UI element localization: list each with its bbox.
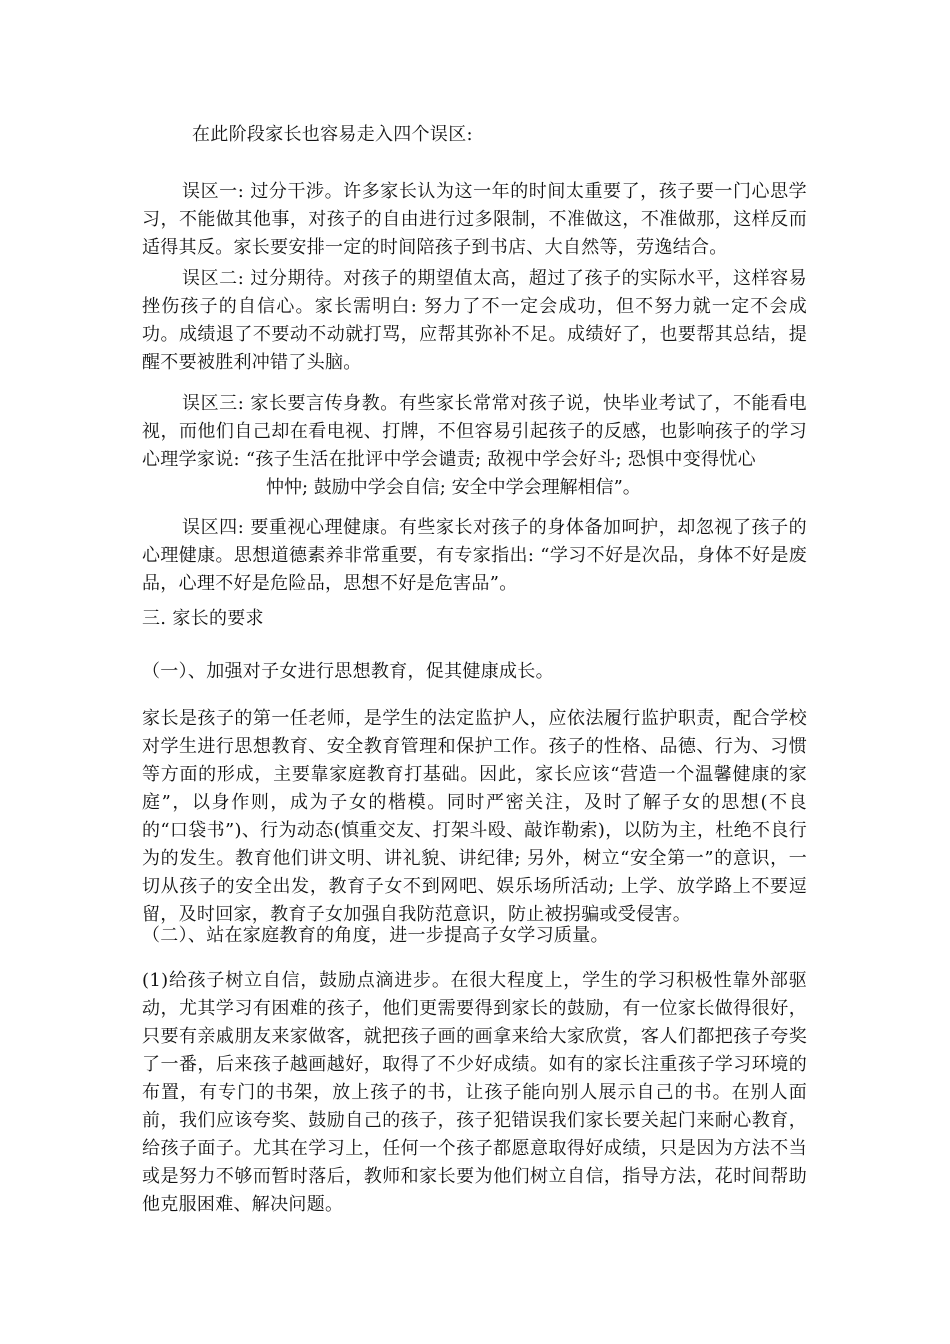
mistake-four-paragraph: 误区四: 要重视心理健康。有些家长对孩子的身体备加呵护，却忽视了孩子的心理健康。思想道德素养非常重要，有专家指出: “学习不好是次品，身体不好是废品，心理不好是危险品，思想不好是危害品”。 [142,517,807,594]
section-three-heading: 三. 家长的要求 [142,608,264,629]
intro-paragraph: 在此阶段家长也容易走入四个误区: [192,124,473,145]
subsection-one-body: 家长是孩子的第一任老师，是学生的法定监护人，应依法履行监护职责，配合学校对学生进行思想教育、安全教育管理和保护工作。孩子的性格、品德、行为、习惯等方面的形成，主要靠家庭教育打基础。因此，家长应该“营造一个温馨健康的家庭”，以身作则，成为子女的楷模。同时严密关注，及时了解子女的思想(不良的“口袋书”)、行为动态(慎重交友、打架斗殴、敲诈勒索)，以防为主，杜绝不良行为的发生。教育他们讲文明、讲礼貌、讲纪律; 另外，树立“安全第一”的意识，一切从孩子的安全出发，教育子女不到网吧、娱乐场所活动; 上学、放学路上不要逗留，及时回家，教育子女加强自我防范意识，防止被拐骗或受侵害。 [142,708,807,925]
mistake-two-paragraph: 误区二: 过分期待。对孩子的期望值太高，超过了孩子的实际水平，这样容易挫伤孩子的自信心。家长需明白: 努力了不一定会成功，但不努力就一定不会成功。成绩退了不要动不动就打骂，应帮其弥补不足。成绩好了，也要帮其总结，提醒不要被胜利冲错了头脑。 [142,268,807,373]
subsection-two-heading: （二）、站在家庭教育的角度，进一步提高子女学习质量。 [142,925,609,946]
subsection-one-heading: （一）、加强对子女进行思想教育，促其健康成长。 [142,661,554,682]
mistake-three-paragraph: 误区三: 家长要言传身教。有些家长常常对孩子说，快毕业考试了，不能看电视，而他们自己却在看电视、打牌，不但容易引起孩子的反感，也影响孩子的学习心理学家说: “孩子生活在批评中学会谴责; 敌视中学会好斗; 恐惧中变得忧心 [142,393,807,470]
mistake-one-paragraph: 误区一: 过分干涉。许多家长认为这一年的时间太重要了，孩子要一门心思学习，不能做其他事，对孩子的自由进行过多限制，不准做这，不准做那，这样反而适得其反。家长要安排一定的时间陪孩子到书店、大自然等，劳逸结合。 [142,181,807,258]
subsection-two-body: (1)给孩子树立自信，鼓励点滴进步。在很大程度上，学生的学习积极性靠外部驱动，尤其学习有困难的孩子，他们更需要得到家长的鼓励，有一位家长做得很好，只要有亲戚朋友来家做客，就把孩子画的画拿来给大家欣赏，客人们都把孩子夸奖了一番，后来孩子越画越好，取得了不少好成绩。如有的家长注重孩子学习环境的布置，有专门的书架，放上孩子的书，让孩子能向别人展示自己的书。在别人面前，我们应该夸奖、鼓励自己的孩子，孩子犯错误我们家长要关起门来耐心教育，给孩子面子。尤其在学习上，任何一个孩子都愿意取得好成绩，只是因为方法不当或是努力不够而暂时落后，教师和家长要为他们树立自信，指导方法，花时间帮助他克服困难、解决问题。 [142,970,807,1215]
mistake-three-quote-continuation: 忡忡; 鼓励中学会自信; 安全中学会理解相信”。 [266,477,641,498]
